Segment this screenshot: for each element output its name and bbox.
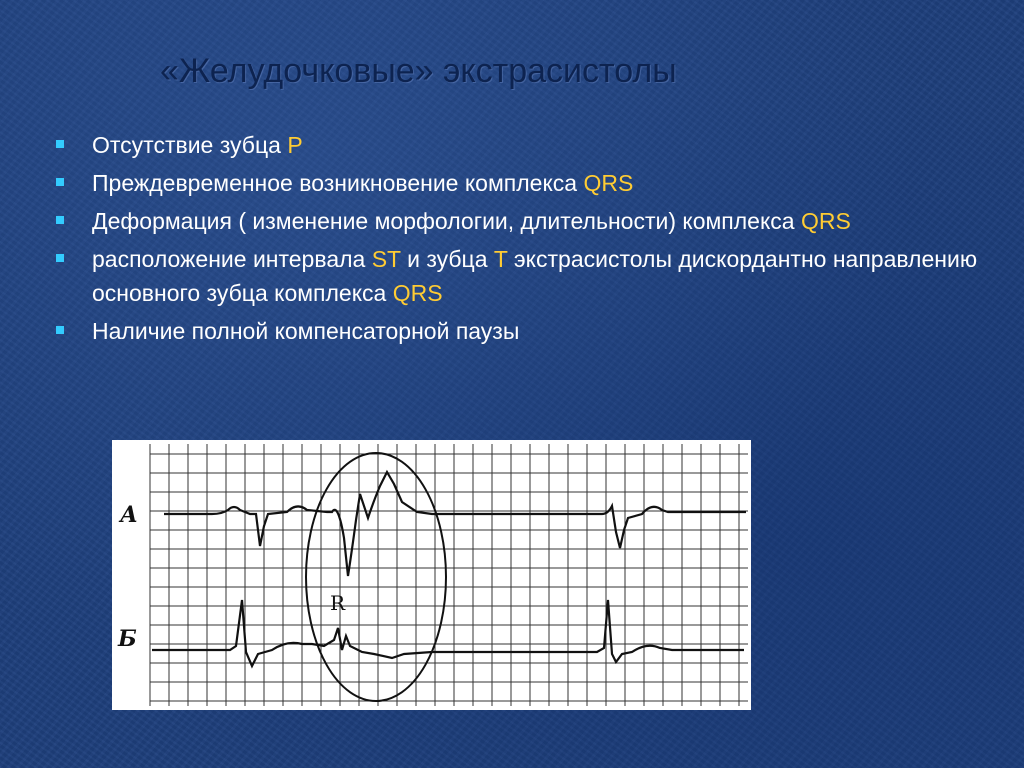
lead-b-label: Б [118,626,137,652]
bullet-marker-icon [56,254,64,262]
bullet-text: и зубца [400,246,494,272]
bullet-text: Наличие полной компенсаторной паузы [92,318,520,344]
ecg-strip [112,440,751,710]
ecg-trace-lead-a [164,472,746,576]
bullet-marker-icon [56,140,64,148]
slide-title: «Желудочковые» экстрасистолы [160,52,677,90]
bullet-item [52,242,992,310]
bullet-text: Деформация ( изменение морфологии, длительности) комплекса [92,208,801,234]
bullet-marker-icon [56,178,64,186]
bullet-item [52,128,992,162]
lead-a-label: А [120,502,138,528]
highlight-ellipse [306,453,446,701]
bullet-text: расположение интервала [92,246,372,272]
bullet-highlight-text: QRS [800,208,851,234]
r-marker-label: R [330,591,346,615]
bullet-item [52,314,992,348]
bullet-highlight-text: P [287,132,303,158]
ecg-grid [150,444,748,706]
bullet-highlight-text: ST [371,246,401,272]
ecg-trace-lead-b [152,600,744,666]
bullet-highlight-text: T [493,246,508,272]
ecg-figure [112,440,751,710]
bullet-text: Отсутствие зубца [92,132,288,158]
bullet-list [52,128,992,352]
bullet-text: экстрасистолы дискордантно направлению основного зубца комплекса [92,246,978,306]
bullet-item [52,204,992,238]
bullet-item [52,166,992,200]
bullet-text: Преждевременное возникновение комплекса [92,170,584,196]
bullet-highlight-text: QRS [583,170,634,196]
bullet-marker-icon [56,216,64,224]
bullet-marker-icon [56,326,64,334]
bullet-highlight-text: QRS [392,280,443,306]
